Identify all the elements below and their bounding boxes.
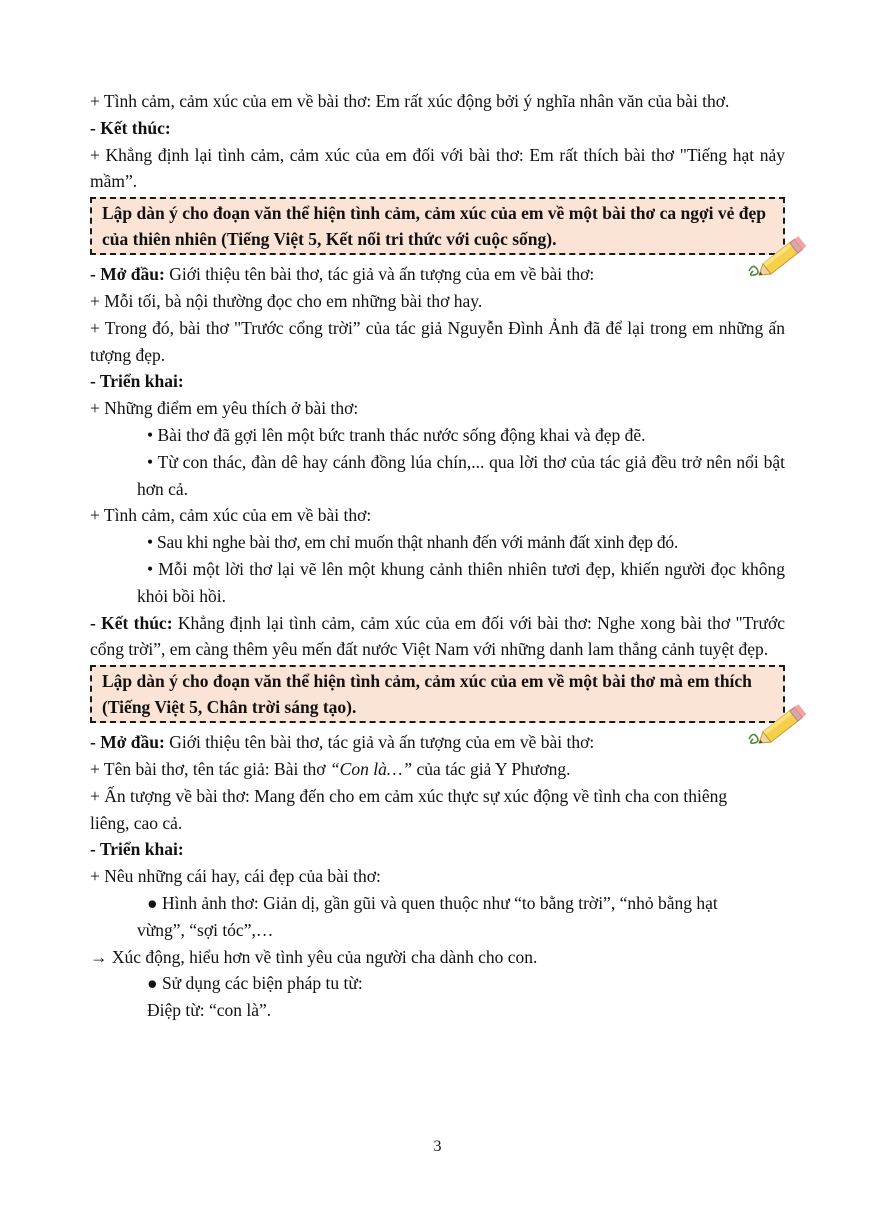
paragraph: + Khẳng định lại tình cảm, cảm xúc của em đối với bài thơ: Em rất thích bài thơ "Tiếng hạt nảy mầm”. — [90, 144, 785, 192]
list-item: ● Sử dụng các biện pháp tu từ: — [147, 973, 363, 994]
paragraph: + Tình cảm, cảm xúc của em về bài thơ: — [90, 505, 372, 526]
paragraph: + Tên bài thơ, tên tác giả: Bài thơ “Con là…” của tác giả Y Phương. — [90, 758, 571, 779]
paragraph: + Ấn tượng về bài thơ: Mang đến cho em cảm xúc thực sự xúc động về tình cha con thiêng liêng, cao cả. — [90, 785, 728, 833]
paragraph: + Nêu những cái hay, cái đẹp của bài thơ: — [90, 866, 381, 887]
list-item: Điệp từ: “con là”. — [147, 1000, 272, 1021]
pencil-icon — [745, 227, 809, 289]
paragraph: + Tình cảm, cảm xúc của em về bài thơ: Em rất xúc động bởi ý nghĩa nhân văn của bài thơ. — [90, 91, 730, 111]
section-heading: - Triển khai: — [90, 371, 184, 392]
paragraph: + Trong đó, bài thơ "Trước cổng trời” của tác giả Nguyễn Đình Ảnh đã để lại trong em những ấn tượng đẹp. — [90, 317, 785, 365]
list-item: • Từ con thác, đàn dê hay cánh đồng lúa chín,... qua lời thơ của tác giả đều trở nên nổi bật hơn cả. — [137, 451, 785, 499]
page-number: 3 — [433, 1138, 442, 1155]
paragraph: → Xúc động, hiểu hơn về tình yêu của người cha dành cho con. — [90, 946, 538, 967]
paragraph: + Những điểm em yêu thích ở bài thơ: — [90, 398, 359, 419]
exercise-heading-text: Lập dàn ý cho đoạn văn thể hiện tình cảm, cảm xúc của em về một bài thơ mà em thích (Tiếng Việt 5, Chân trời sáng tạo). — [102, 671, 752, 718]
list-item: • Sau khi nghe bài thơ, em chỉ muốn thật nhanh đến với mảnh đất xinh đẹp đó. — [147, 532, 679, 553]
paragraph: - Mở đầu: Giới thiệu tên bài thơ, tác giả và ấn tượng của em về bài thơ: — [90, 264, 595, 285]
paragraph: + Mỗi tối, bà nội thường đọc cho em những bài thơ hay. — [90, 290, 483, 311]
paragraph: - Mở đầu: Giới thiệu tên bài thơ, tác giả và ấn tượng của em về bài thơ: — [90, 732, 595, 753]
list-item: ● Hình ảnh thơ: Giản dị, gần gũi và quen thuộc như “to bằng trời”, “nhỏ bằng hạt vừng”, “sợi tóc”,… — [137, 892, 718, 940]
section-heading: - Kết thúc: — [90, 117, 171, 138]
exercise-heading-box — [90, 665, 785, 723]
section-heading: - Triển khai: — [90, 839, 184, 860]
exercise-heading-text: Lập dàn ý cho đoạn văn thể hiện tình cảm, cảm xúc của em về một bài thơ ca ngợi vẻ đẹp của thiên nhiên (Tiếng Việt 5, Kết nối tri thức với cuộc sống). — [102, 203, 767, 250]
pencil-icon — [745, 695, 809, 757]
list-item: • Mỗi một lời thơ lại vẽ lên một khung cảnh thiên nhiên tươi đẹp, khiến người đọc không khỏi bồi hồi. — [137, 558, 785, 606]
exercise-heading-box — [90, 197, 785, 255]
document-page — [90, 88, 785, 1024]
paragraph: - Kết thúc: Khẳng định lại tình cảm, cảm xúc của em đối với bài thơ: Nghe xong bài thơ "Trước cổng trời”, em càng thêm yêu mến đất nước Việt Nam với những danh lam thắng cảnh tuyệt đẹp. — [90, 612, 785, 660]
list-item: • Bài thơ đã gợi lên một bức tranh thác nước sống động khai và đẹp đẽ. — [147, 424, 646, 445]
